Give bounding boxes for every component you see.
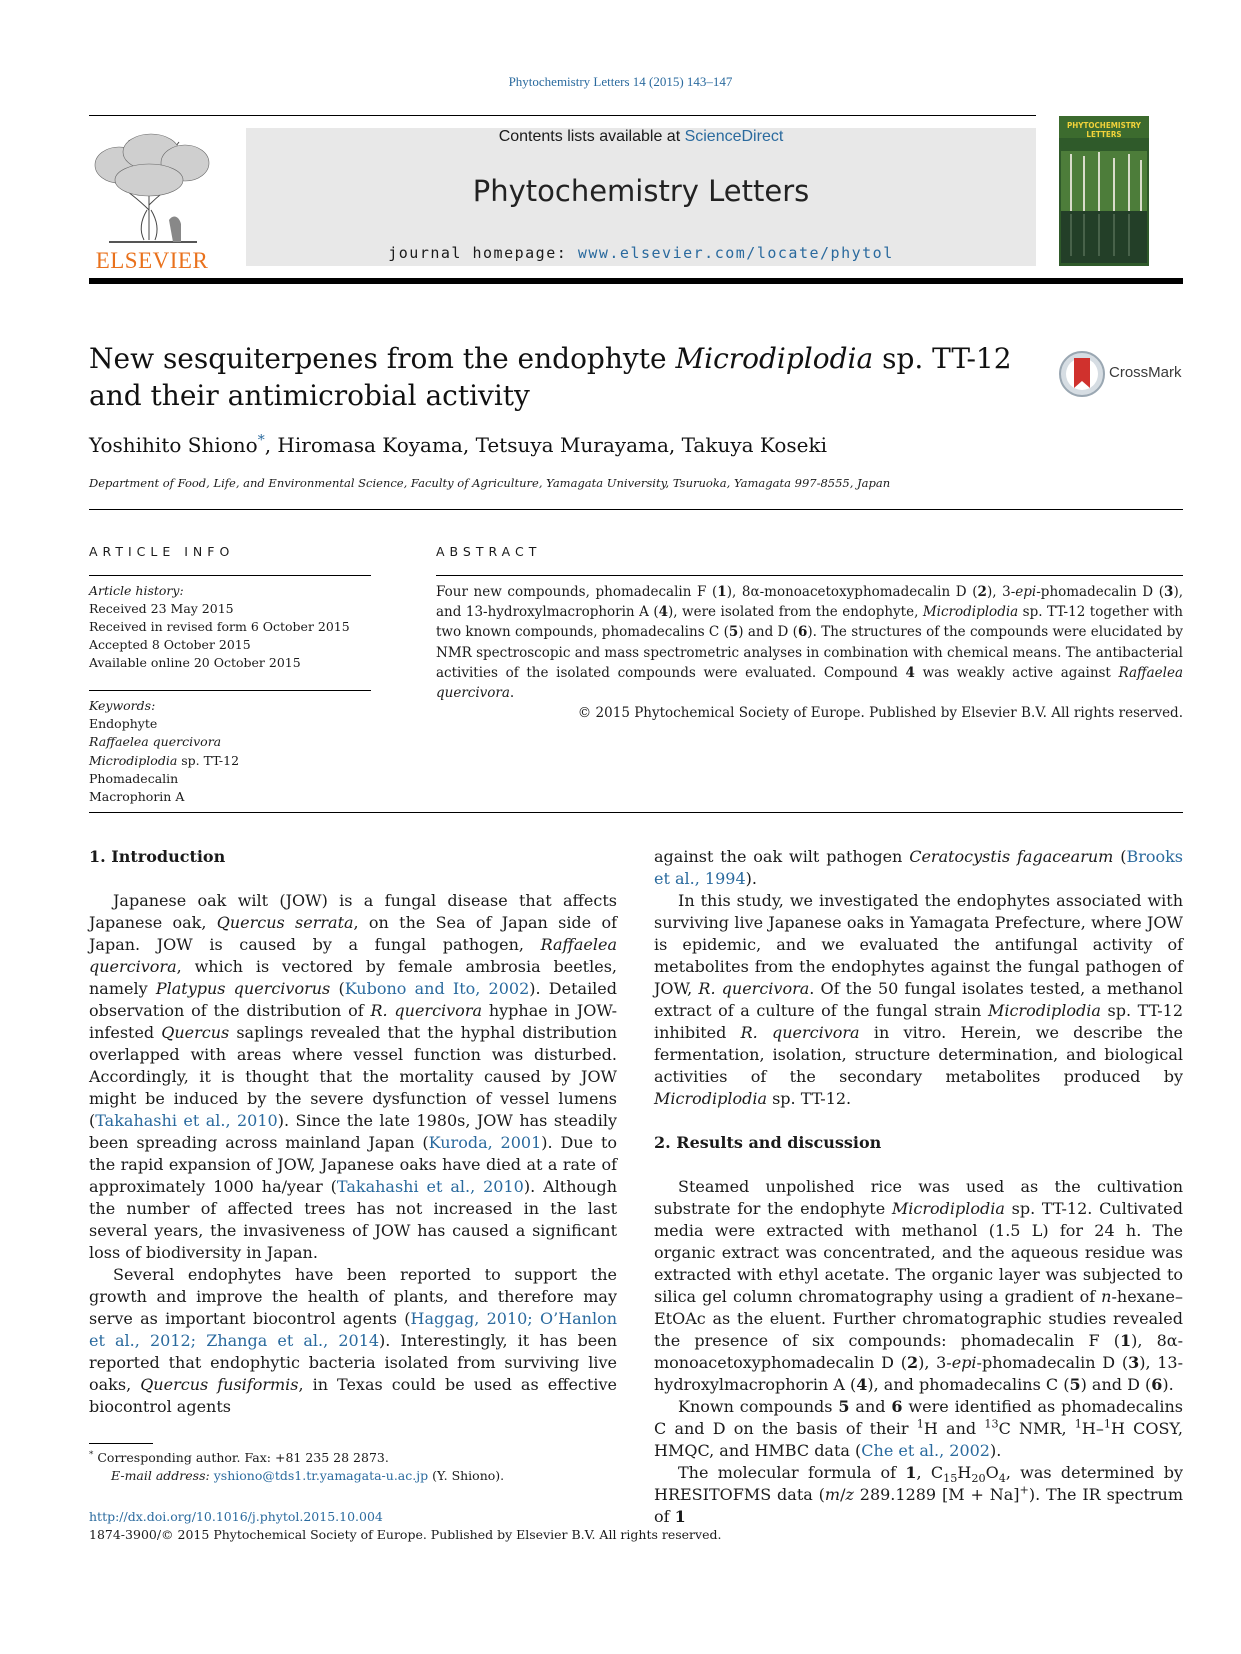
cover-title: PHYTOCHEMISTRY LETTERS <box>1066 121 1141 139</box>
citation-link[interactable]: Haggag, 2010; O’Hanlon et al., 2012; <box>89 1309 618 1350</box>
header-rule <box>89 115 1036 116</box>
footnote <box>89 1449 504 1485</box>
keyword-item <box>89 752 239 770</box>
history-label: Article history: <box>89 583 184 598</box>
online-date: Available online 20 October 2015 <box>89 655 301 670</box>
abstract-text <box>436 582 1183 723</box>
doi-link[interactable]: http://dx.doi.org/10.1016/j.phytol.2015.10.004 <box>89 1509 383 1524</box>
body-column-left <box>89 846 617 1418</box>
citation-link[interactable]: Takahashi et al., <box>336 1177 476 1196</box>
author-list <box>89 433 827 457</box>
email-label: E-mail address: <box>111 1468 210 1483</box>
body-paragraph: The molecular formula of 1, $C_{15}H_{20}O_4$, was determined by HRESITOFMS data (m/z 289.1289 [M + Na]+). The IR spectrum of 1 <box>654 1463 1184 1526</box>
abstract-rule <box>436 575 1183 576</box>
masthead-rule <box>89 278 1183 284</box>
elsevier-logo <box>89 130 215 273</box>
abstract-paragraph: Four new compounds, phomadecalin F (1), 8α-monoacetoxyphomadecalin D (2), 3-epi-phomadecalin D (3), and 13-hydroxylmacrophorin A (4), were isolated from the endophyte, Microdiplodia sp. TT-12 together with two known compounds, phomadecalins C (5) and D (6). The structures of the compounds were elucidated by NMR spectroscopic and mass spectrometric analyses in combination with chemical means. The antibacterial activities of the isolated compounds were evaluated. Compound 4 was weakly active against Raffaelea quercivora. <box>436 584 1183 702</box>
article-history <box>89 582 350 672</box>
body-paragraph: Several endophytes have been reported to support the growth and improve the health of plants, and therefore may serve as important biocontrol agents (Haggag, 2010; O’Hanlon et al., 2012; Zhanga et al., 2014). Interestingly, it has been reported that endophytic bacteria isolated from surviving live oaks, Quercus fusiformis, in Texas could be used as effective biocontrol agents <box>89 1265 618 1416</box>
homepage-line <box>246 244 1036 262</box>
author-name: Yoshihito Shiono <box>89 433 258 457</box>
homepage-prefix: journal homepage: <box>388 244 578 262</box>
homepage-link[interactable]: www.elsevier.com/locate/phytol <box>577 244 894 262</box>
keywords <box>89 697 239 806</box>
keywords-label: Keywords: <box>89 698 156 713</box>
title-genus: Microdiplodia <box>675 342 874 375</box>
author-names-rest: , Hiromasa Koyama, Tetsuya Murayama, Takuya Koseki <box>264 433 827 457</box>
elsevier-wordmark: ELSEVIER <box>95 248 209 273</box>
keywords-rule <box>89 690 371 691</box>
keyword-genus: Microdiplodia <box>89 752 178 768</box>
title-text-2: sp. TT-12 and their antimicrobial activity <box>89 342 1012 412</box>
crossmark-badge[interactable] <box>1058 350 1198 400</box>
citation-link[interactable]: Takahashi et al., 2010 <box>95 1111 278 1130</box>
crossmark-icon <box>1058 350 1106 398</box>
citation-link[interactable]: Zhanga et al., 2014 <box>206 1331 380 1350</box>
keyword-item: Raffaelea quercivora <box>89 734 222 750</box>
keyword-item: Endophyte <box>89 716 158 732</box>
corresponding-author-note <box>89 1449 504 1467</box>
contents-prefix: Contents lists available at <box>498 128 685 145</box>
body-paragraph: Steamed unpolished rice was used as the cultivation substrate for the endophyte Microdiplodia sp. TT-12. Cultivated media were extracted with methanol (1.5 L) for 24 h. The organic extract was concentrated, and the aqueous residue was extracted with ethyl acetate. The organic layer was subjected to silica gel column chromatography using a gradient of n-hexane–EtOAc as the eluent. Further chromatographic studies revealed the presence of six compounds: phomadecalin F (1), 8α-monoacetoxyphomadecalin D (2), 3-epi-phomadecalin D (3), 13-hydroxylmacrophorin A (4), and phomadecalins C (5) and D (6). <box>654 1177 1184 1394</box>
body-paragraph: Known compounds 5 and 6 were identified as phomadecalins C and D on the basis of their $^1$H and $^{13}$C NMR, $^1$H–$^1$H COSY, HMQC, and HMBC data (Che et al., 2002). <box>654 1397 1184 1460</box>
keyword-strain: sp. TT-12 <box>181 752 240 768</box>
footnote-rule <box>89 1443 153 1444</box>
footnote-mark: * <box>89 1449 94 1460</box>
citation-link[interactable]: Kuroda, 2001 <box>428 1133 542 1152</box>
title-rule <box>89 509 1183 510</box>
citation-link[interactable]: Kubono and Ito, 2002 <box>344 979 530 998</box>
citation-link[interactable]: et al., 1994 <box>654 869 746 888</box>
email-line <box>89 1467 504 1485</box>
issn-line: 1874-3900/© 2015 Phytochemical Society of Europe. Published by Elsevier B.V. All rights reserved. <box>89 1527 722 1542</box>
article-info-heading: ARTICLE INFO <box>89 544 235 559</box>
accepted-date: Accepted 8 October 2015 <box>89 637 251 652</box>
body-rule <box>89 812 1183 813</box>
corresponding-author-mark[interactable]: * <box>257 432 265 449</box>
body-paragraph: against the oak wilt pathogen Ceratocystis fagacearum (Brooks et al., 1994). <box>654 847 1184 888</box>
citation-link[interactable]: Che et al., 2002 <box>861 1441 990 1460</box>
article-title <box>89 340 1049 414</box>
email-link[interactable]: yshiono@tds1.tr.yamagata-u.ac.jp <box>213 1468 429 1483</box>
journal-title: Phytochemistry Letters <box>472 174 810 208</box>
running-head[interactable]: Phytochemistry Letters 14 (2015) 143–147 <box>508 74 733 89</box>
received-date: Received 23 May 2015 <box>89 601 234 616</box>
contents-line <box>246 128 1036 146</box>
section-heading-introduction: 1. Introduction <box>89 847 226 866</box>
body-column-right <box>654 846 1183 1528</box>
keyword-item: Macrophorin A <box>89 789 185 805</box>
citation-link[interactable]: 2010 <box>483 1177 524 1196</box>
doi-block <box>89 1508 721 1544</box>
abstract-copyright: © 2015 Phytochemical Society of Europe. Published by Elsevier B.V. All rights reserved. <box>577 705 1183 722</box>
abstract-heading: ABSTRACT <box>436 544 542 559</box>
title-text-1: New sesquiterpenes from the endophyte <box>89 342 676 375</box>
citation-link[interactable]: Brooks <box>1126 847 1184 866</box>
corresponding-author-fax: Corresponding author. Fax: +81 235 28 2873. <box>97 1450 389 1465</box>
affiliation: Department of Food, Life, and Environmental Science, Faculty of Agriculture, Yamagata University, Tsuruoka, Yamagata 997-8555, Japan <box>89 476 891 490</box>
info-rule <box>89 575 371 576</box>
sciencedirect-link[interactable]: ScienceDirect <box>684 128 784 145</box>
keyword-item: Phomadecalin <box>89 770 179 786</box>
crossmark-label: CrossMark <box>1109 364 1182 381</box>
email-suffix: (Y. Shiono). <box>432 1468 505 1483</box>
journal-cover-image <box>1059 116 1149 266</box>
body-paragraph: In this study, we investigated the endophytes associated with surviving live Japanese oaks in Yamagata Prefecture, where JOW is epidemic, and we evaluated the antifungal activity of metabolites from the endophytes against the fungal pathogen of JOW, R. quercivora. Of the 50 fungal isolates tested, a methanol extract of a culture of the fungal strain Microdiplodia sp. TT-12 inhibited R. quercivora in vitro. Herein, we describe the fermentation, isolation, structure determination, and biological activities of the secondary metabolites produced by Microdiplodia sp. TT-12. <box>654 891 1184 1108</box>
body-paragraph: Japanese oak wilt (JOW) is a fungal disease that affects Japanese oak, Quercus serrata, on the Sea of Japan side of Japan. JOW is caused by a fungal pathogen, Raffaelea quercivora, which is vectored by female ambrosia beetles, namely Platypus quercivorus (Kubono and Ito, 2002). Detailed observation of the distribution of R. quercivora hyphae in JOW-infested Quercus saplings revealed that the hyphal distribution overlapped with areas where vessel function was disturbed. Accordingly, it is thought that the mortality caused by JOW might be induced by the severe dysfunction of vessel lumens (Takahashi et al., 2010). Since the late 1980s, JOW has steadily been spreading across mainland Japan (Kuroda, 2001). Due to the rapid expansion of JOW, Japanese oaks have died at a rate of approximately 1000 ha/year (Takahashi et al., 2010). Although the number of affected trees has not increased in the last several years, the invasiveness of JOW has caused a significant loss of biodiversity in Japan. <box>89 891 618 1262</box>
section-heading-results: 2. Results and discussion <box>654 1133 882 1152</box>
revised-date: Received in revised form 6 October 2015 <box>89 619 350 634</box>
paragraph-gap <box>654 1110 1183 1132</box>
